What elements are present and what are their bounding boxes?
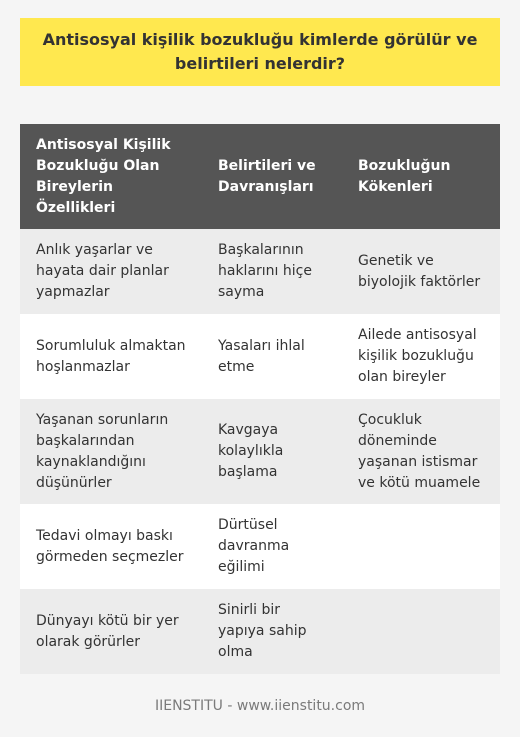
table-cell: Dünyayı kötü bir yer olarak görürler xyxy=(20,589,202,674)
table-cell xyxy=(342,589,500,674)
table-row xyxy=(20,229,500,314)
table-cell: Sorumluluk almaktan hoşlanmazlar xyxy=(20,314,202,399)
table-cell: Yasaları ihlal etme xyxy=(202,314,342,399)
page-title: Antisosyal kişilik bozukluğu kimlerde görülür ve belirtileri nelerdir? xyxy=(20,18,500,86)
footer-credit: IIENSTITU - www.iienstitu.com xyxy=(154,698,366,714)
table-cell: Anlık yaşarlar ve hayata dair planlar yapmazlar xyxy=(20,229,202,314)
table-cell: Sinirli bir yapıya sahip olma xyxy=(202,589,342,674)
table-cell: Kavgaya kolaylıkla başlama xyxy=(202,399,342,504)
table-row xyxy=(20,589,500,674)
table-cell: Dürtüsel davranma eğilimi xyxy=(202,504,342,589)
table-cell: Ailede antisosyal kişilik bozukluğu olan bireyler xyxy=(342,314,500,399)
column-header-symptoms: Belirtileri ve Davranışları xyxy=(202,124,342,229)
table-cell: Tedavi olmayı baskı görmeden seçmezler xyxy=(20,504,202,589)
table-cell: Genetik ve biyolojik faktörler xyxy=(342,229,500,314)
table-cell: Başkalarının haklarını hiçe sayma xyxy=(202,229,342,314)
table-row xyxy=(20,504,500,589)
table-row xyxy=(20,399,500,504)
info-table xyxy=(20,124,500,674)
table-cell xyxy=(342,504,500,589)
column-header-origins: Bozukluğun Kökenleri xyxy=(342,124,500,229)
table-cell: Çocukluk döneminde yaşanan istismar ve kötü muamele xyxy=(342,399,500,504)
table-cell: Yaşanan sorunların başkalarından kaynaklandığını düşünürler xyxy=(20,399,202,504)
table-header-row xyxy=(20,124,500,229)
column-header-characteristics: Antisosyal Kişilik Bozukluğu Olan Bireylerin Özellikleri xyxy=(20,124,202,229)
table-row xyxy=(20,314,500,399)
